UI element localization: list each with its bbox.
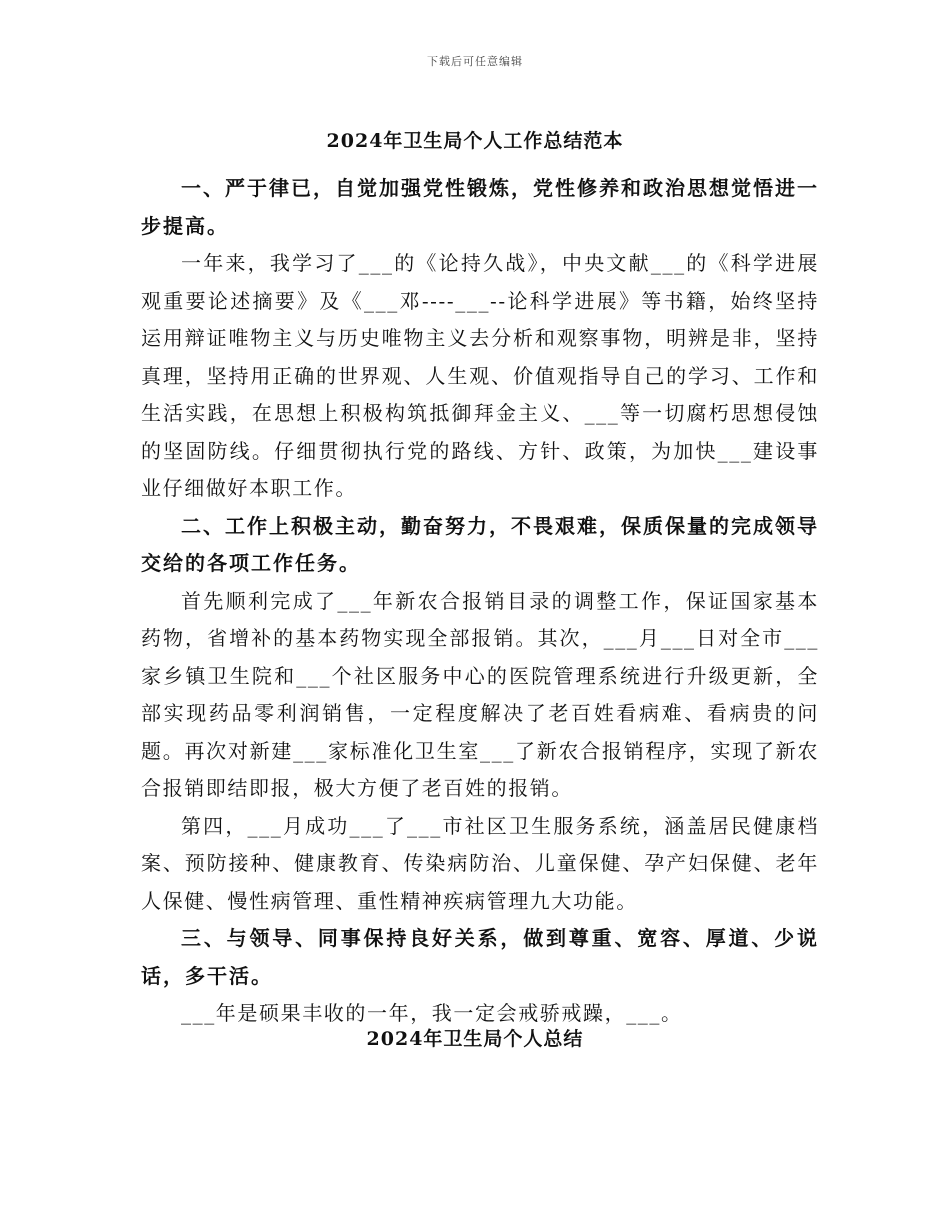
document-body [141,170,819,1033]
body-paragraph-2: 首先顺利完成了___年新农合报销目录的调整工作，保证国家基本药物，省增补的基本药物实现全部报销。其次，___月___日对全市___家乡镇卫生院和___个社区服务中心的医院管理系统进行升级更新，全部实现药品零利润销售，一定程度解决了老百姓看病难、看病贵的问题。再次对新建___家标准化卫生室___了新农合报销程序，实现了新农合报销即结即报，极大方便了老百姓的报销。 [141,588,819,800]
section-heading-2: 二、工作上积极主动，勤奋努力，不畏艰难，保质保量的完成领导交给的各项工作任务。 [141,513,819,575]
body-paragraph-3: 第四，___月成功___了___市社区卫生服务系统，涵盖居民健康档案、预防接种、健康教育、传染病防治、儿童保健、孕产妇保健、老年人保健、慢性病管理、重性精神疾病管理九大功能。 [141,813,819,913]
body-paragraph-1: 一年来，我学习了___的《论持久战》，中央文献___的《科学进展观重要论述摘要》及《___邓----___--论科学进展》等书籍，始终坚持运用辩证唯物主义与历史唯物主义去分析和观察事物，明辨是非，坚持真理，坚持用正确的世界观、人生观、价值观指导自己的学习、工作和生活实践，在思想上积极构筑抵御拜金主义、___等一切腐朽思想侵蚀的坚固防线。仔细贯彻执行党的路线、方针、政策，为加快___建设事业仔细做好本职工作。 [141,251,819,500]
document-title: 2024年卫生局个人工作总结范本 [326,130,624,152]
next-section-title: 2024年卫生局个人总结 [366,1028,584,1050]
body-paragraph-4: ___年是硕果丰收的一年，我一定会戒骄戒躁，___。 [181,1001,683,1025]
header-note: 下载后可任意编辑 [427,55,523,68]
section-heading-3: 三、与领导、同事保持良好关系，做到尊重、宽容、厚道、少说话，多干活。 [141,926,819,988]
section-heading-1: 一、严于律已，自觉加强党性锻炼，党性修养和政治思想觉悟进一步提高。 [141,176,819,238]
